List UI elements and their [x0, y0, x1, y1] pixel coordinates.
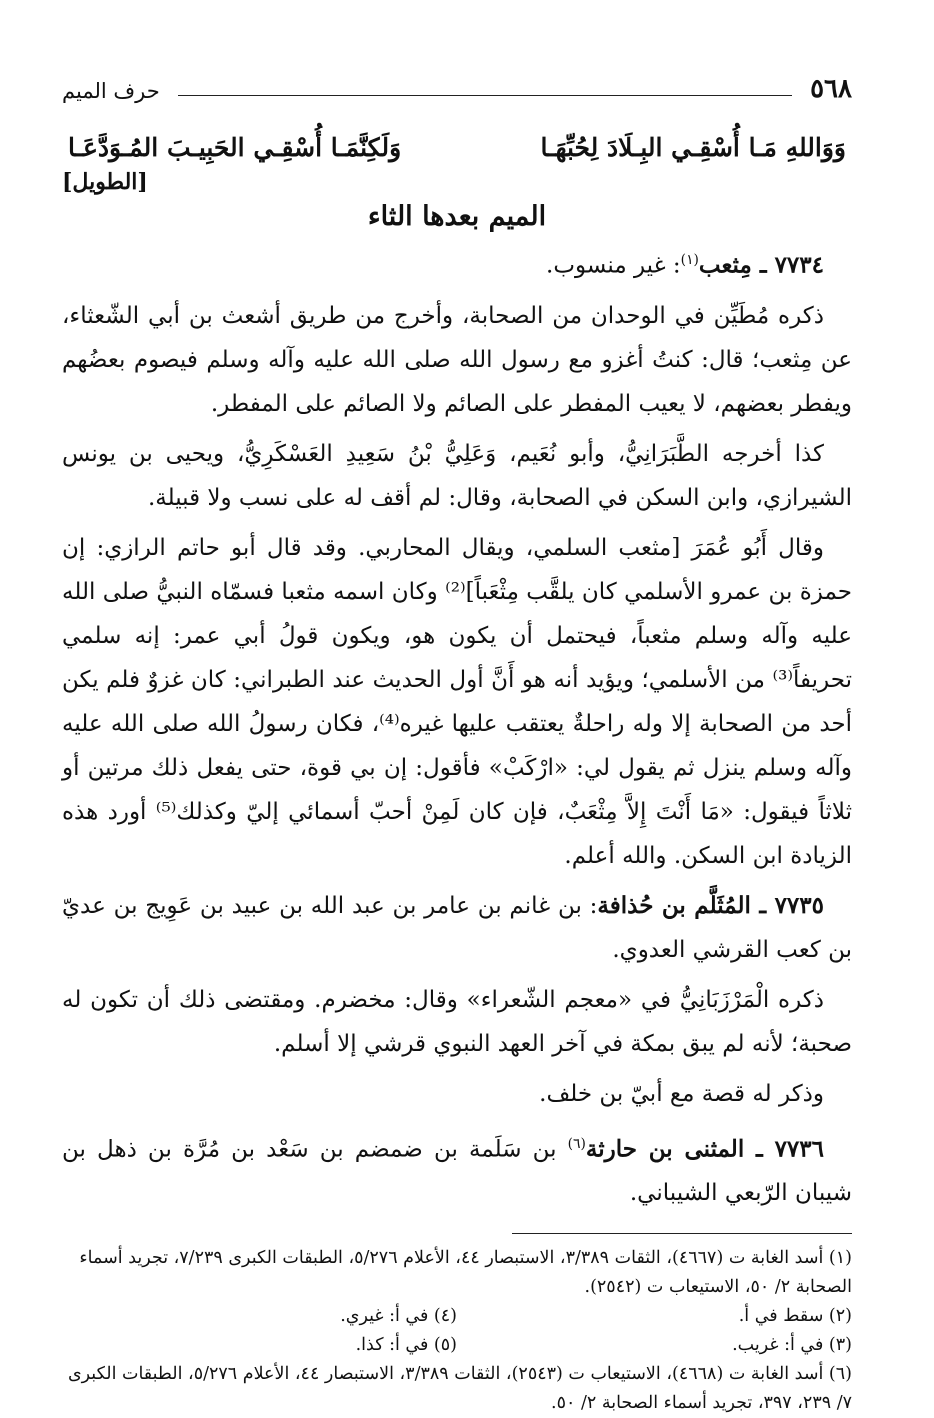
header-rule [178, 95, 792, 96]
footnote-row [62, 1302, 852, 1331]
entry-7734-name: ٧٧٣٤ ـ مِثعب [698, 251, 824, 279]
footnote-rule [512, 1233, 852, 1234]
footnote-3: (٣) في أ: غريب. [732, 1335, 852, 1356]
entry-7735-heading [62, 884, 852, 972]
footnote-2: (٢) سقط في أ. [738, 1306, 852, 1327]
page-number: ٥٦٨ [810, 74, 852, 104]
verse-second-hemistich: وَلَكِنَّمَـا أُسْقِـي الحَبِيـبَ المُـوَدَّعَـا [68, 133, 402, 162]
entry-7736-text: بن سَلَمة بن ضمضم بن سَعْد بن مُرَّة بن ذهل بن شيبان الرّبعي الشيباني. [62, 1136, 852, 1207]
paragraph: وقال أَبُو عُمَرَ [مثعب السلمي، ويقال المحاربي. وقد قال أبو حاتم الرازي: إن حمزة بن عمرو الأسلمي كان يلقَّب مِثْعَباً]⁽²⁾ وكان اسمه مثعبا فسمّاه النبيُّ صلى الله عليه وآله وسلم مثعباً، فيحتمل أن يكون هو، ويكون قولُ أبي عمر: إنه سلمي تحريفاً⁽³⁾ من الأسلمي؛ ويؤيد أنه هو أَنَّ أول الحديث عند الطبراني: كان غزوٌ فلم يكن أحد من الصحابة إلا وله راحلةٌ يعتقب عليها غيره⁽⁴⁾، فكان رسولُ الله صلى الله عليه وآله وسلم ينزل ثم يقول لي: «ارْكَبْ» فأقول: إن بي قوة، حتى يفعل ذلك مرتين أو ثلاثاً فيقول: «مَا أَنْتَ إِلاَّ مِثْعَبٌ، فإن كان لَمِنْ أحبّ أسمائي إليّ وكذلك⁽⁵⁾ أورد هذه الزيادة ابن السكن. والله أعلم. [62, 534, 853, 869]
footnote-ref-1: (١) [680, 252, 699, 268]
entry-7735-name: ٧٧٣٥ ـ المُثَلَّم بن حُذافة [597, 891, 824, 919]
entry-7734-heading [62, 238, 852, 288]
paragraph: وذكر له قصة مع أبيّ بن خلف. [539, 1080, 824, 1107]
footnote-5: (٥) في أ: كذا. [355, 1335, 457, 1356]
entry-7736-heading [62, 1122, 852, 1216]
footnote-1: (١) أسد الغابة ت (٤٦٦٧)، الثقات ٣/٣٨٩، الاستبصار ٤٤، الأعلام ٥/٢٧٦، الطبقات الكبرى ٧/٢٣٩، تجريد أسماء الصحابة ٢/ ٥٠، الاستيعاب ت (٢٥٤٢). [79, 1248, 852, 1298]
footnote-ref-6: (٦) [567, 1135, 586, 1152]
entry-7736-name: ٧٧٣٦ ـ المثنى بن حارثة [585, 1135, 824, 1163]
footnote-row [62, 1331, 852, 1360]
footnote-6: (٦) أسد الغابة ت (٤٦٦٨)، الاستيعاب ت (٢٥٤٣)، الثقات ٣/٣٨٩، الاستبصار ٤٤، الأعلام ٥/٢٧٦، الطبقات الكبرى ٧/ ٢٣٩، ٣٩٧، تجريد أسماء الصحابة ٢/ ٥٠. [67, 1364, 852, 1414]
paragraph: كذا أخرجه الطَّبَرَانِيُّ، وأبو نُعَيم، وَعَلِيُّ بْنُ سَعِيدِ العَسْكَرِيُّ، ويحيى بن يونس الشيرازي، وابن السكن في الصحابة، وقال: لم أقف له على نسب ولا قبيلة. [62, 440, 852, 511]
paragraph: ذكره الْمَرْزَبَانِيُّ في «معجم الشّعراء» وقال: مخضرم. ومقتضى ذلك أن تكون له صحبة؛ لأنه لم يبق بمكة في آخر العهد النبوي قرشي إلا أسلم. [62, 986, 852, 1057]
poetry-verse [62, 130, 852, 165]
entry-7735-text: : بن غانم بن عامر بن عبد الله بن عبيد بن عَوِيج بن عديّ بن كعب القرشي العدوي. [62, 892, 852, 963]
page [62, 58, 852, 1418]
footnotes [62, 1244, 852, 1418]
page-header [62, 58, 852, 102]
paragraph: ذكره مُطَيِّن في الوحدان من الصحابة، وأخرج من طريق أشعث بن أبي الشّعثاء، عن مِثعب؛ قال: كنتُ أغزو مع رسول الله صلى الله عليه وآله وسلم فيصوم بعضُهم ويفطر بعضهم، لا يعيب المفطر على الصائم ولا الصائم على المفطر. [62, 302, 852, 417]
section-title: الميم بعدها الثاء [367, 201, 547, 232]
verse-first-hemistich: وَوَاللهِ مَـا أُسْقِـي البِـلَادَ لِحُبِّهَـا [540, 133, 846, 162]
running-title: حرف الميم [62, 79, 160, 103]
entry-7734-text: : غير منسوب. [546, 252, 681, 279]
footnote-4: (٤) في أ: غيري. [340, 1306, 457, 1327]
poetic-meter: [الطويل] [62, 169, 148, 195]
